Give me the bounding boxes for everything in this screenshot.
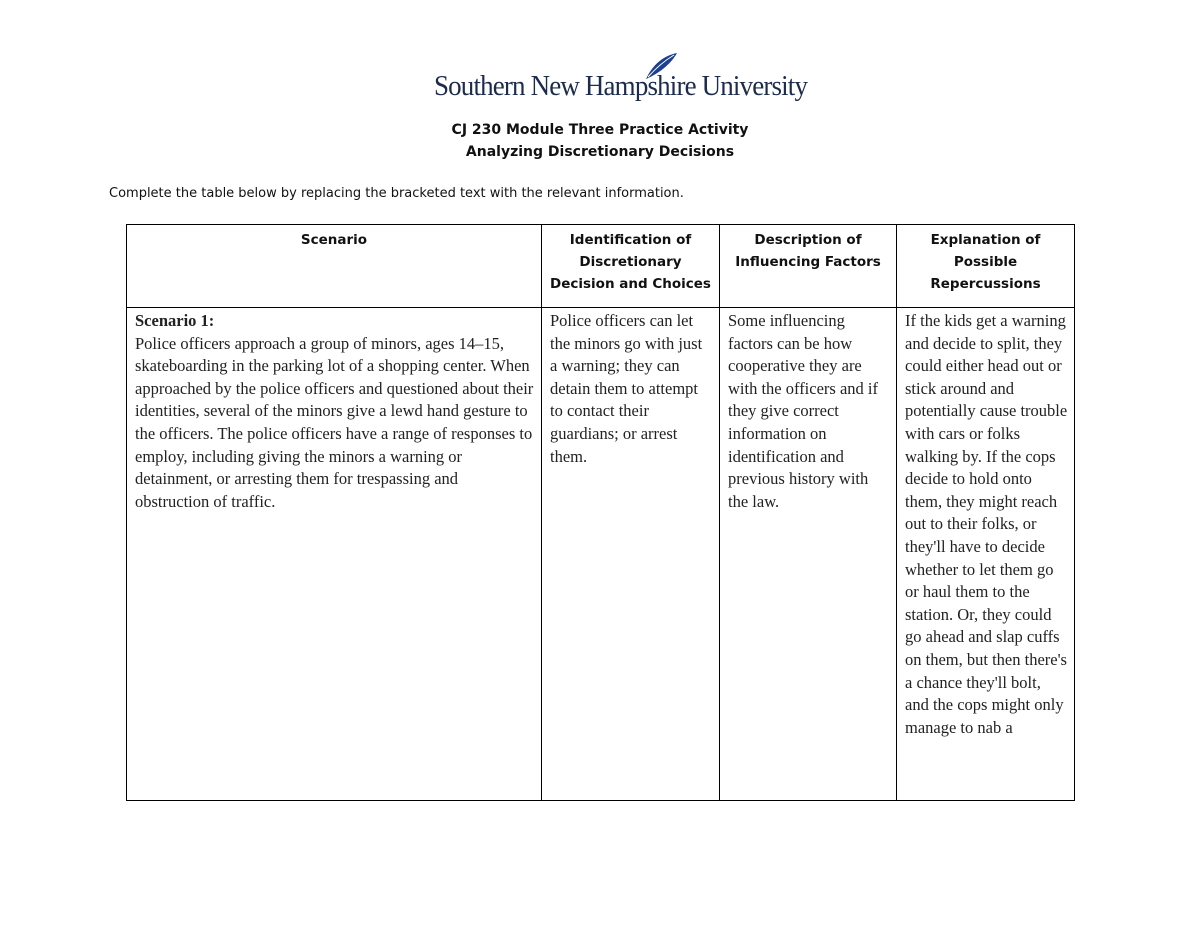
table-row [127,308,1075,801]
factors-cell[interactable]: Some influencing factors can be how cooperative they are with the officers and if they give correct information on identification and previous history with the law. [720,308,897,801]
scenario-title: Scenario 1: [135,311,215,330]
activity-table [126,224,1075,801]
header-repercussions: Explanation of Possible Repercussions [897,225,1075,308]
scenario-body: Police officers approach a group of minors, ages 14–15, skateboarding in the parking lot of a shopping center. When approached by the police officers and questioned about their identities, several of the minors give a lewd hand gesture to the officers. The police officers have a range of responses to employ, including giving the minors a warning or detainment, or arresting them for trespassing and obstruction of traffic. [135,333,534,511]
logo-text: Southern New Hampshire University [434,70,808,102]
header-decision: Identification of Discretionary Decision and Choices [542,225,720,308]
repercussions-cell[interactable]: If the kids get a warning and decide to split, they could either head out or stick around and potentially cause trouble with cars or folks walking by. If the cops decide to hold onto them, they might reach out to their folks, or they'll have to decide whether to let them go or haul them to the station. Or, they could go ahead and slap cuffs on them, but then there's a chance they'll bolt, and the cops might only manage to nab a [897,308,1075,801]
header-scenario: Scenario [127,225,542,308]
leaf-icon [644,52,678,80]
instructions-text: Complete the table below by replacing the bracketed text with the relevant information. [109,186,684,201]
header-factors: Description of Influencing Factors [720,225,897,308]
scenario-cell[interactable] [127,308,542,801]
university-logo [434,52,808,106]
table-header-row [127,225,1075,308]
decision-cell[interactable]: Police officers can let the minors go with just a warning; they can detain them to attempt to contact their guardians; or arrest them. [542,308,720,801]
document-title: CJ 230 Module Three Practice Activity [451,122,749,138]
document-subtitle: Analyzing Discretionary Decisions [465,144,735,160]
